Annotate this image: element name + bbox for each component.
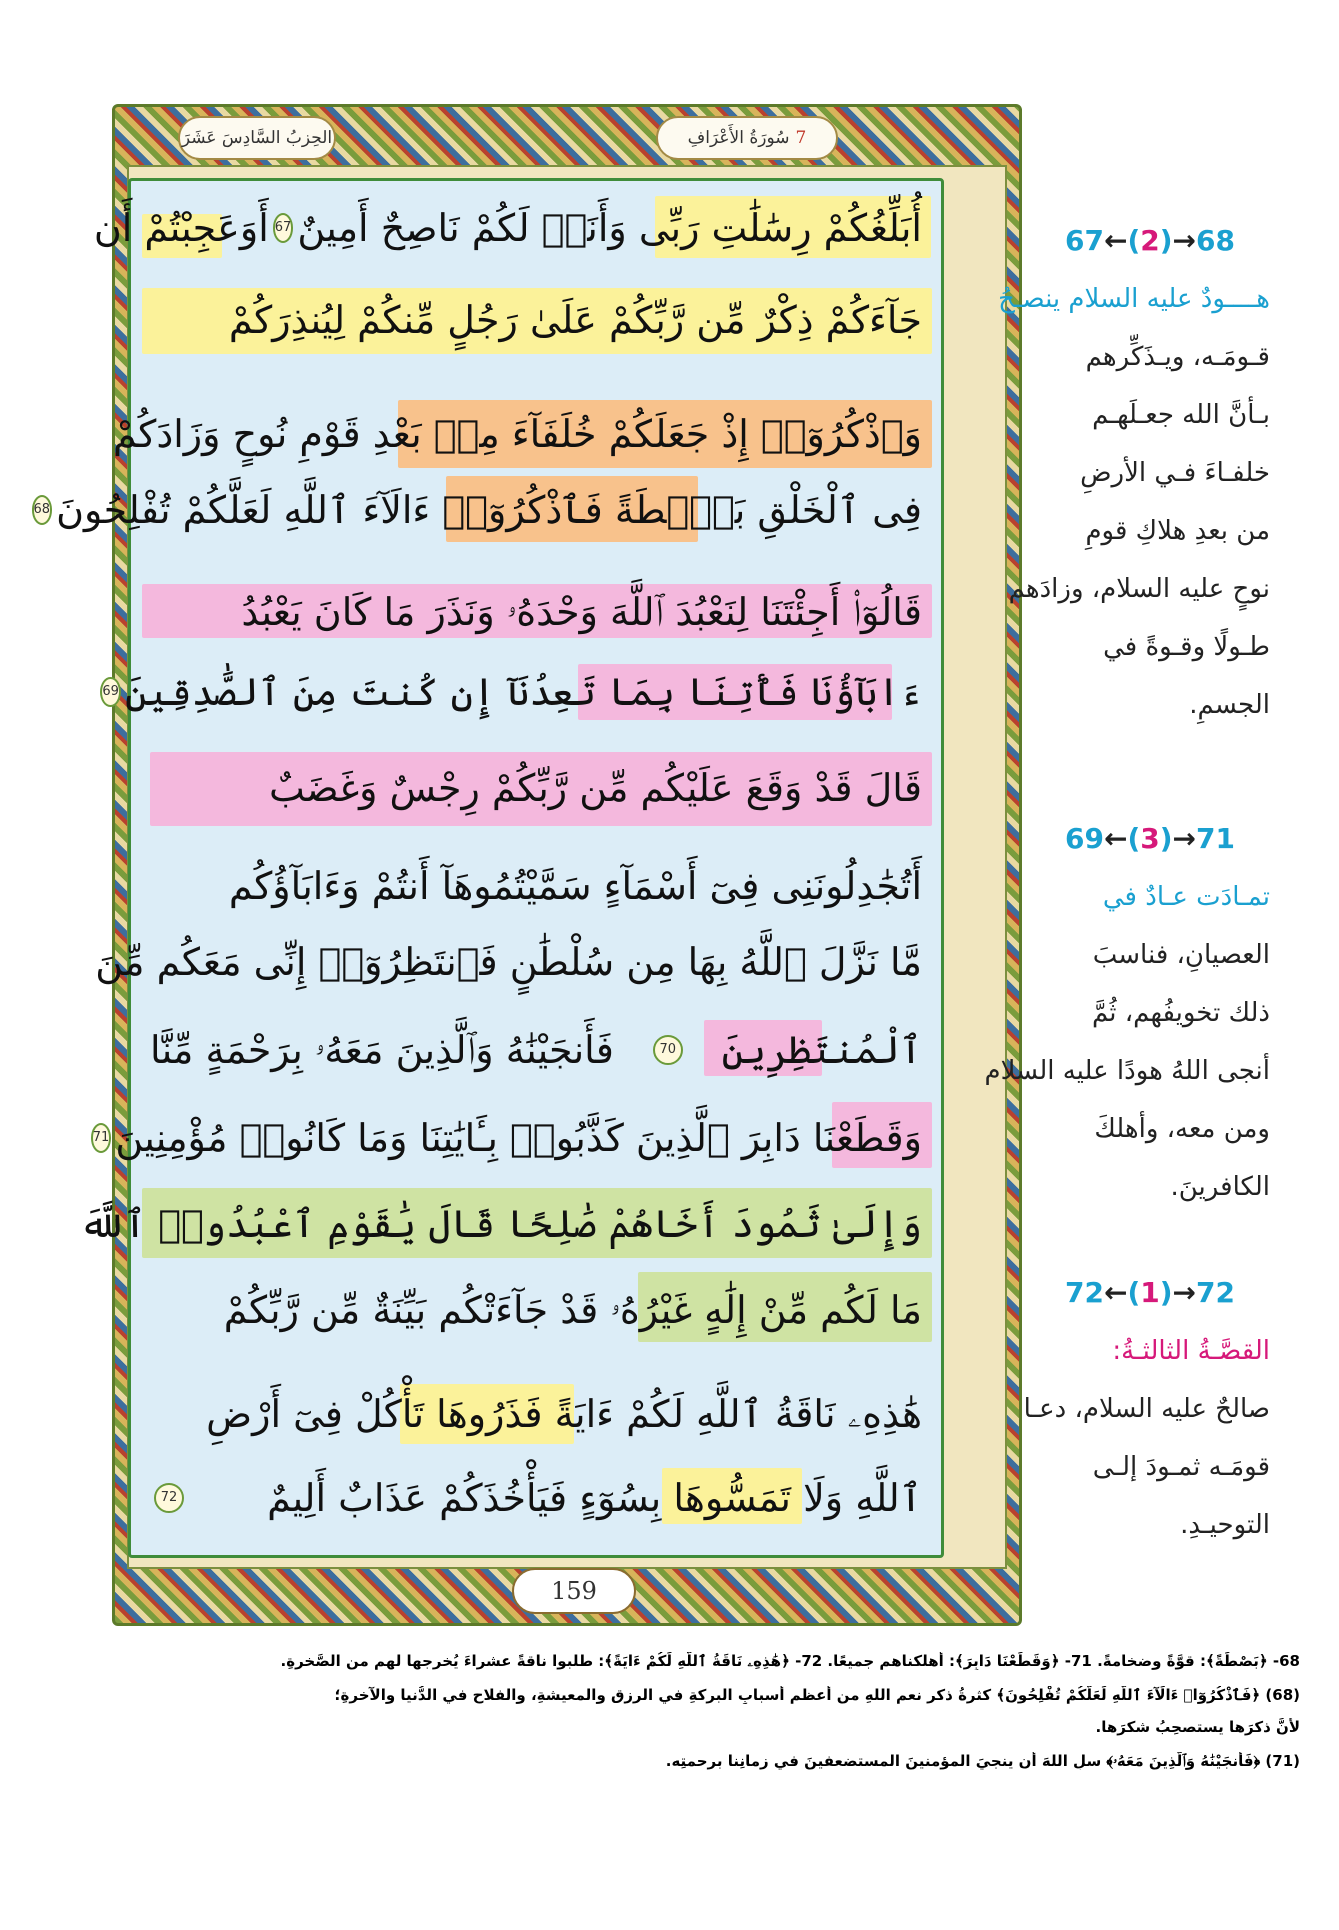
verse-text: قَالَ قَدْ وَقَعَ عَلَيْكُم مِّن رَّبِّكُمْ رِجْسٌ وَغَضَبٌ [268, 766, 922, 810]
arrow-icon: ← [1103, 224, 1128, 257]
verse-line [150, 282, 922, 358]
range-to: 71 [1196, 822, 1235, 855]
verse-range: 72→(1)←72 [1065, 1276, 1235, 1309]
sidebar-line: القصَّـةُ الثالثـةُ: [1112, 1336, 1270, 1366]
footnote-vocabulary: 68- ﴿بَصْطَةً﴾: قوَّةً وضخامةً. 71- ﴿وَقَطَعْنَا دَابِرَ﴾: أهلكناهم جميعًا. 72- ﴿هَٰذِهِۦ نَاقَةُ ٱللَّهِ لَكُمْ ءَايَةً﴾: طلبوا ناقةً عشراءَ يُخرِجها لهم من الصَّخرةِ. [280, 1652, 1300, 1670]
page-number: 159 [512, 1568, 636, 1614]
sidebar-line: هــــودٌ عليه السلام ينصـحُ [998, 284, 1270, 314]
range-count: 2 [1140, 224, 1160, 257]
verse-line [150, 574, 922, 650]
verse-line [79, 1186, 922, 1262]
sidebar-line: الجسمِ. [1189, 690, 1270, 720]
surah-number: 7 [795, 128, 807, 148]
verse-marker: 67 [273, 213, 294, 243]
sidebar-section-1 [998, 212, 1270, 734]
range-to: 72 [1196, 1276, 1235, 1309]
verse-text: مَا لَكُم مِّنْ إِلَٰهٍ غَيْرُهُۥ قَدْ جَآءَتْكُم بَيِّنَةٌ مِّن رَّبِّكُمْ [223, 1288, 922, 1332]
verse-line [112, 396, 922, 472]
sidebar-line: طـولًا وقـوةً في [1103, 632, 1270, 662]
range-count: 1 [1140, 1276, 1160, 1309]
sidebar-line: الكافرينَ. [1170, 1172, 1270, 1202]
sidebar-line: خلفـاءَ فـي الأرضِ [1080, 458, 1270, 488]
verse-line [150, 750, 922, 826]
range-from: 72 [1065, 1276, 1104, 1309]
sidebar-line: بـأنَّ الله جعـلَهـم [1092, 400, 1270, 430]
verse-marker: 68 [32, 495, 53, 525]
verse-marker: 71 [91, 1123, 112, 1153]
verse-text: ٱلْمُنتَظِرِينَ [721, 1028, 922, 1072]
range-to: 68 [1196, 224, 1235, 257]
sidebar-line: من بعدِ هلاكِ قومِ [1085, 516, 1270, 546]
sidebar-section-2 [984, 810, 1270, 1216]
verse-line [150, 1012, 922, 1088]
verse-text: ءَابَآؤُنَا فَأْتِنَا بِمَا تَعِدُنَآ إِن كُنتَ مِنَ ٱلصَّٰدِقِينَ [124, 670, 922, 714]
verse-text: أُبَلِّغُكُمْ رِسَٰلَٰتِ رَبِّى وَأَنَا۠ لَكُمْ نَاصِحٌ أَمِينٌ [297, 206, 922, 250]
range-from: 67 [1065, 224, 1104, 257]
verse-line [33, 472, 922, 548]
surah-label: سُورَةُ الأَعْرَافِ [687, 128, 790, 148]
verse-marker: 69 [100, 677, 121, 707]
sidebar-line: العصيانِ، فناسبَ [1092, 940, 1270, 970]
range-count: 3 [1140, 822, 1160, 855]
sidebar-line: أنجى اللهُ هودًا عليه السلام [984, 1056, 1270, 1086]
verse-line [92, 1100, 922, 1176]
verse-line [150, 1272, 922, 1348]
range-from: 69 [1065, 822, 1104, 855]
verse-line [102, 654, 922, 730]
verse-text: ٱللَّهِ وَلَا تَمَسُّوهَا بِسُوٓءٍ فَيَأْخُذَكُمْ عَذَابٌ أَلِيمٌ [267, 1476, 922, 1520]
verse-text: وَٱذْكُرُوٓا۟ إِذْ جَعَلَكُمْ خُلَفَآءَ مِنۢ بَعْدِ قَوْمِ نُوحٍ وَزَادَكُمْ [112, 412, 922, 456]
sidebar-line: نوحٍ عليه السلام، وزادَهم [1008, 574, 1270, 604]
verse-line [150, 848, 922, 924]
footnote-reflection-71: (71) ﴿فَأَنجَيْنَٰهُ وَٱلَّذِينَ مَعَهُۥ﴾ سلِ اللهَ أن ينجيَ المؤمنينَ المستضعفينَ في زمانِنا برحمتِه. [665, 1752, 1300, 1770]
verse-text: مَّا نَزَّلَ ٱللَّهُ بِهَا مِن سُلْطَٰنٍ فَٱنتَظِرُوٓا۟ إِنِّى مَعَكُم مِّنَ [95, 940, 922, 984]
verse-text: فَأَنجَيْنَٰهُ وَٱلَّذِينَ مَعَهُۥ بِرَحْمَةٍ مِّنَّا [150, 1028, 614, 1072]
verse-text: وَقَطَعْنَا دَابِرَ ٱلَّذِينَ كَذَّبُوا۟ بِـَٔايَٰتِنَا وَمَا كَانُوا۟ مُؤْمِنِينَ [115, 1116, 922, 1160]
verse-line [150, 1460, 922, 1536]
verse-line [150, 1376, 922, 1452]
footnote-reflection-68: (68) ﴿فَٱذْكُرُوٓا۟ ءَالَآءَ ٱللَّهِ لَعَلَّكُمْ تُفْلِحُونَ﴾ كثرةُ ذكرِ نعمِ اللهِ من أعظمِ أسبابِ البركةِ في الرزقِ والمعيشةِ، والفلاحِ في الدُّنيا والآخرةِ؛ [334, 1686, 1300, 1704]
verse-text: أَوَعَجِبْتُمْ أَن [93, 206, 269, 250]
sidebar-line: التوحيـدِ. [1180, 1510, 1270, 1540]
sidebar-line: ومن معه، وأهلكَ [1094, 1114, 1270, 1144]
arrow-icon: ← [1103, 1276, 1128, 1309]
verse-text: أَتُجَٰدِلُونَنِى فِىٓ أَسْمَآءٍ سَمَّيْتُمُوهَآ أَنتُمْ وَءَابَآؤُكُم [228, 864, 922, 908]
juz-label: الحِزبُ السَّادِسَ عَشَرَ [181, 128, 333, 148]
footnote-reflection-68-cont: لأنَّ ذكرَها يستصحِبُ شكرَها. [1095, 1718, 1300, 1736]
arrow-icon: ← [1103, 822, 1128, 855]
arrow-icon: → [1172, 1276, 1196, 1309]
verse-text: جَآءَكُمْ ذِكْرٌ مِّن رَّبِّكُمْ عَلَىٰ رَجُلٍ مِّنكُمْ لِيُنذِرَكُمْ [228, 298, 922, 342]
verse-text: قَالُوٓا۟ أَجِئْتَنَا لِنَعْبُدَ ٱللَّهَ وَحْدَهُۥ وَنَذَرَ مَا كَانَ يَعْبُدُ [241, 590, 922, 634]
verse-line [95, 924, 922, 1000]
surah-cartouche [656, 116, 838, 160]
sidebar-line: صالحٌ عليه السلام، دعـا [1023, 1394, 1270, 1424]
verse-text: وَإِلَىٰ ثَمُودَ أَخَاهُمْ صَٰلِحًا قَالَ يَٰقَوْمِ ٱعْبُدُوا۟ ٱللَّهَ [79, 1202, 922, 1246]
verse-range: 68→(2)←67 [1065, 224, 1235, 257]
juz-cartouche [178, 116, 336, 160]
sidebar-line: قومَـه ثمـودَ إلـى [1092, 1452, 1270, 1482]
arrow-icon: → [1172, 822, 1196, 855]
verse-text: هَٰذِهِۦ نَاقَةُ ٱللَّهِ لَكُمْ ءَايَةً فَذَرُوهَا تَأْكُلْ فِىٓ أَرْضِ [206, 1392, 922, 1436]
verse-marker: 70 [653, 1035, 683, 1065]
arrow-icon: → [1172, 224, 1196, 257]
sidebar-line: قـومَـه، ويـذَكِّرهم [1085, 342, 1270, 372]
verse-line [93, 190, 922, 266]
verse-text: فِى ٱلْخَلْقِ بَصْۜطَةً فَٱذْكُرُوٓا۟ ءَالَآءَ ٱللَّهِ لَعَلَّكُمْ تُفْلِحُونَ [56, 488, 922, 532]
sidebar-line: ذلك تخويفُهم، ثُمَّ [1091, 998, 1270, 1028]
verse-marker: 72 [154, 1483, 184, 1513]
sidebar-line: تمـادَت عـادٌ في [1102, 882, 1270, 912]
sidebar-section-3 [1023, 1264, 1270, 1554]
verse-range: 71→(3)←69 [1065, 822, 1235, 855]
